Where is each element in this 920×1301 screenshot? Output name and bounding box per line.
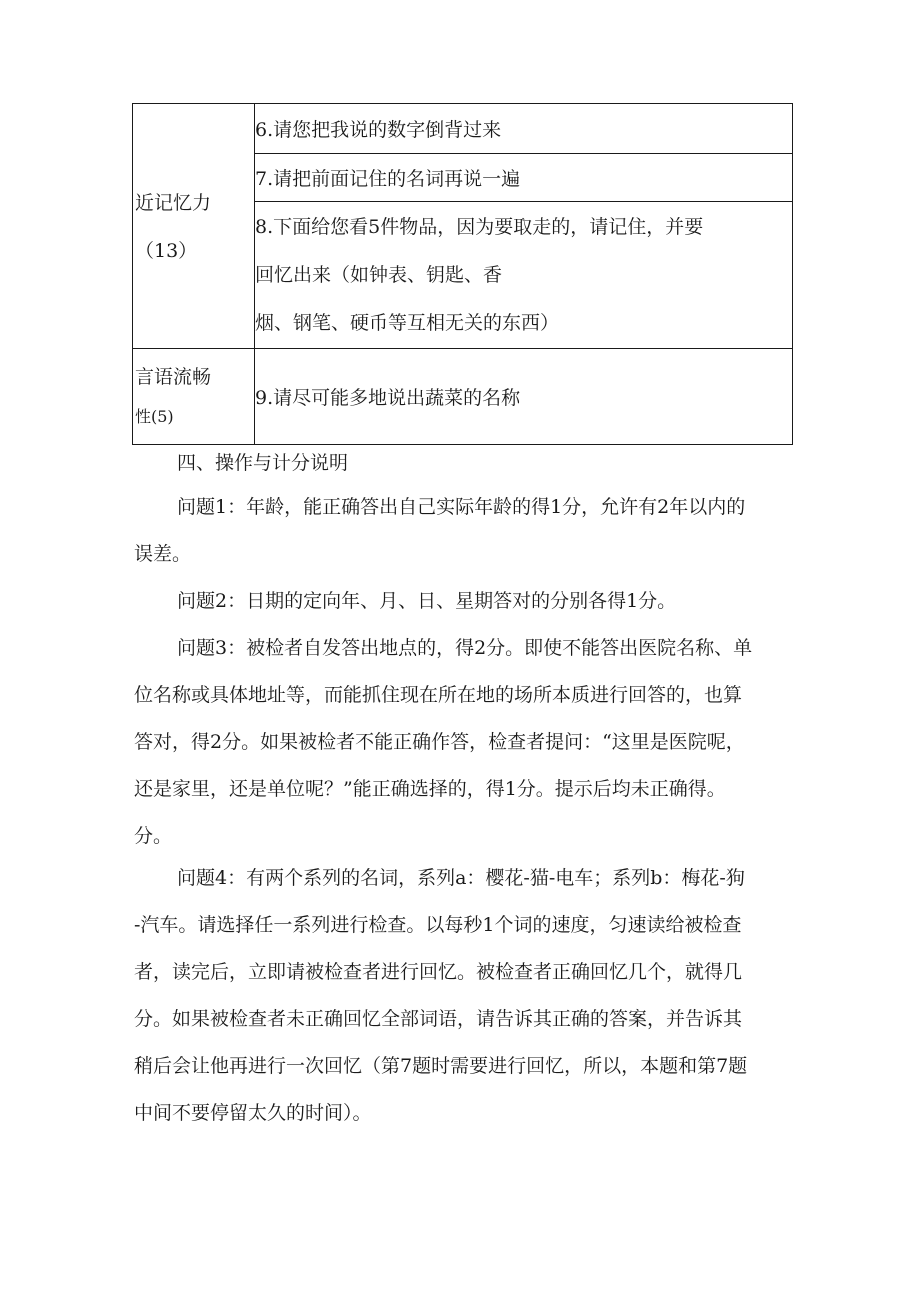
item-text: 6.请您把我说的数字倒背过来 — [255, 119, 502, 141]
paragraph-line: -汽车。请选择任一系列进行检查。以每秒1个词的速度，匀速读给被检查 — [134, 914, 742, 936]
paragraph-line: 误差。 — [134, 543, 192, 565]
paragraph-line: 分。 — [134, 825, 173, 847]
paragraph-line: 稍后会让他再进行一次回忆（第7题时需要进行回忆，所以，本题和第7题 — [134, 1055, 748, 1077]
item-cell-7 — [255, 154, 793, 202]
table-row — [133, 104, 793, 154]
paragraph-question-1 — [134, 484, 784, 578]
category-label: 言语流畅 — [135, 365, 212, 388]
item-text: 7.请把前面记住的名词再说一遍 — [255, 168, 521, 190]
paragraph-line: 者，读完后，立即请被检查者进行回忆。被检查者正确回忆几个，就得几 — [134, 961, 743, 983]
paragraph-question-3 — [134, 625, 784, 860]
paragraph-line: 中间不要停留太久的时间）。 — [134, 1102, 372, 1124]
paragraph-line: 问题3：被检者自发答出地点的，得2分。即使不能答出医院名称、单 — [177, 637, 753, 659]
category-score: 性(5) — [135, 406, 174, 426]
paragraph-line: 问题1：年龄，能正确答出自己实际年龄的得1分，允许有2年以内的 — [177, 496, 746, 518]
item-text: 9.请尽可能多地说出蔬菜的名称 — [255, 387, 521, 409]
paragraph-line: 分。如果被检查者未正确回忆全部词语，请告诉其正确的答案，并告诉其 — [134, 1008, 743, 1030]
paragraph-line: 还是家里，还是单位呢？”能正确选择的，得1分。提示后均未正确得。 — [134, 778, 726, 800]
section-heading: 四、操作与计分说明 — [177, 452, 349, 474]
item-cell-6 — [255, 104, 793, 154]
item-cell-9 — [255, 349, 793, 445]
category-score: （13） — [135, 240, 198, 262]
item-text-line: 8.下面给您看5件物品，因为要取走的，请记住，并要 — [255, 216, 704, 238]
paragraph-question-2 — [134, 578, 784, 625]
item-cell-8 — [255, 202, 793, 349]
paragraph-line: 问题4：有两个系列的名词，系列a：樱花-猫-电车；系列b：梅花-狗 — [177, 867, 745, 889]
paragraph-line: 问题2：日期的定向年、月、日、星期答对的分别各得1分。 — [177, 590, 677, 612]
assessment-table — [132, 103, 793, 445]
paragraph-question-4 — [134, 855, 784, 1137]
item-text-line: 烟、钢笔、硬币等互相无关的东西） — [255, 312, 560, 334]
category-cell-recent-memory — [133, 104, 255, 349]
paragraph-line: 位名称或具体地址等，而能抓住现在所在地的场所本质进行回答的，也算 — [134, 684, 743, 706]
category-cell-verbal-fluency — [133, 349, 255, 445]
table-row — [133, 349, 793, 445]
item-text-line: 回忆出来（如钟表、钥匙、香 — [255, 264, 503, 286]
paragraph-line: 答对，得2分。如果被检者不能正确作答，检查者提问：“这里是医院呢， — [134, 731, 745, 753]
category-label: 近记忆力 — [135, 192, 212, 214]
